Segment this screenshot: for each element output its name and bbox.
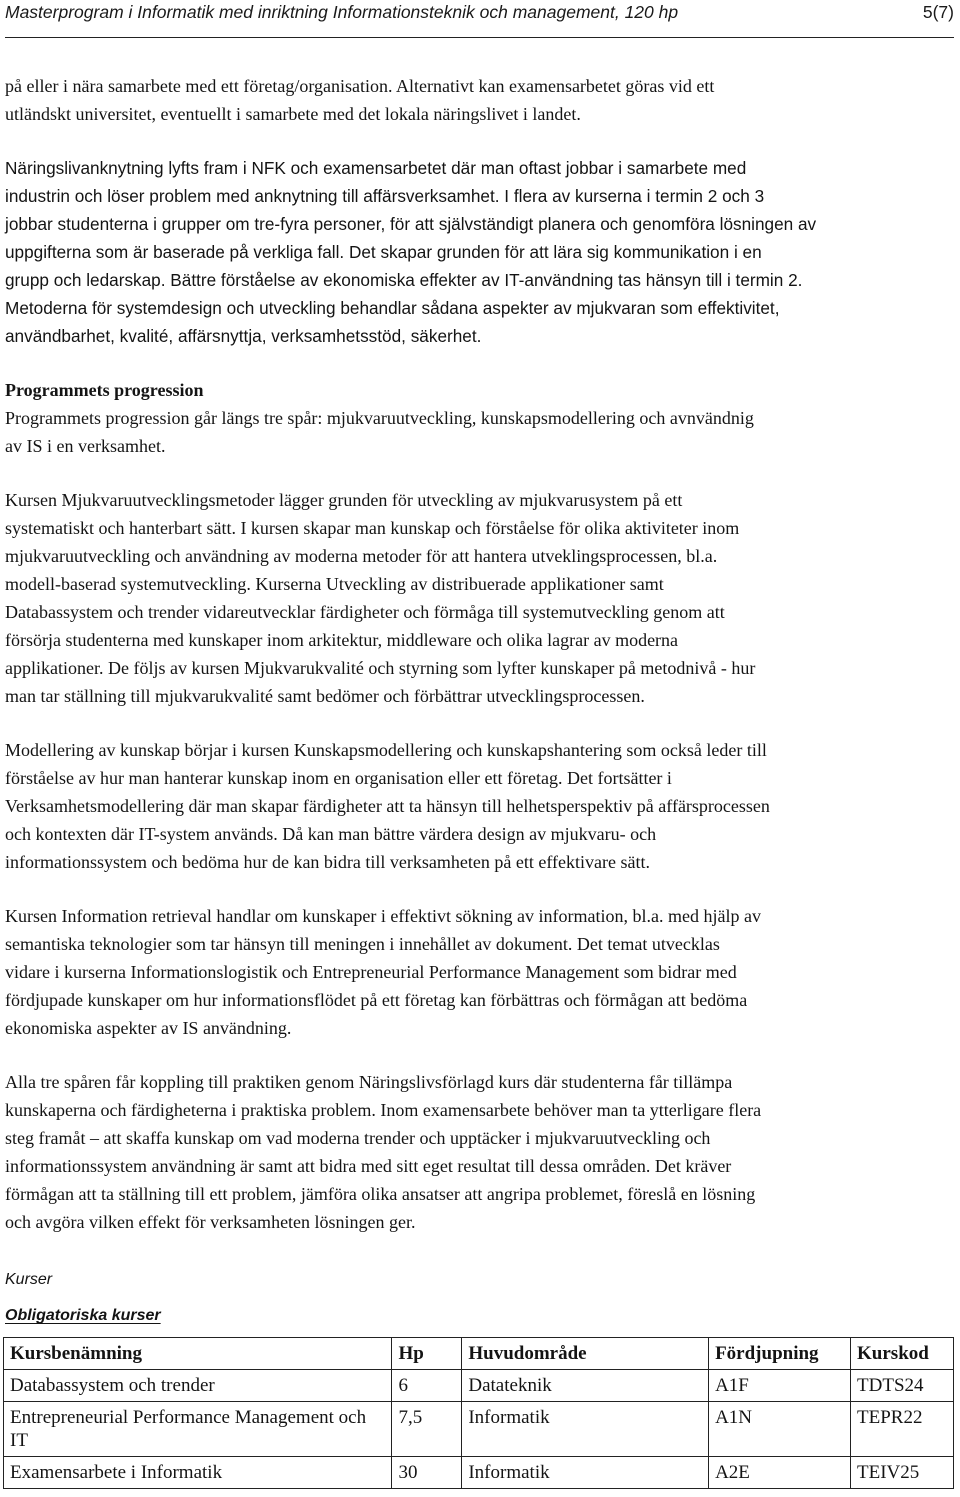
cell-level: A1N bbox=[709, 1402, 851, 1457]
text-line: applikationer. De följs av kursen Mjukvarukvalité och styrning som lyfter kunskaper på metodnivå - hur bbox=[5, 658, 756, 678]
column-header-course-name: Kursbenämning bbox=[4, 1338, 392, 1370]
text-line: ekonomiska aspekter av IS användning. bbox=[5, 1018, 292, 1038]
text-line: kunskaperna och färdigheterna i praktiska problem. Inom examensarbete behöver man ta ytterligare flera bbox=[5, 1100, 762, 1120]
text-line: försörja studenterna med kunskaper inom arkitektur, middleware och olika lagrar av moderna bbox=[5, 630, 679, 650]
text-line: man tar ställning till mjukvarukvalité samt bedömer och förbättrar utvecklingsprocessen. bbox=[5, 686, 645, 706]
paragraph-information-retrieval bbox=[5, 902, 953, 1042]
text-line: informationssystem användning är samt att bidra med sitt eget resultat till dessa områden. Det kräver bbox=[5, 1156, 732, 1176]
text-line: Programmets progression går längs tre spår: mjukvaruutveckling, kunskapsmodellering och avnvändnig bbox=[5, 408, 754, 428]
table-row bbox=[4, 1370, 954, 1402]
cell-level: A2E bbox=[709, 1457, 851, 1489]
document-title: Masterprogram i Informatik med inriktning Informationsteknik och management, 120 hp bbox=[5, 2, 679, 22]
table-row bbox=[4, 1402, 954, 1457]
text-line: på eller i nära samarbete med ett företag/organisation. Alternativt kan examensarbetet göras vid ett bbox=[5, 76, 715, 96]
text-line: grupp och ledarskap. Bättre förståelse av ekonomiska effekter av IT-användning tas hänsyn till i termin 2. bbox=[5, 270, 803, 290]
paragraph-intro bbox=[5, 72, 953, 128]
cell-main-field: Informatik bbox=[462, 1402, 709, 1457]
document-body bbox=[5, 72, 953, 1262]
text-line: jobbar studenterna i grupper om tre-fyra personer, för att självständigt planera och genomföra lösningen av bbox=[5, 214, 817, 234]
cell-credits: 6 bbox=[392, 1370, 462, 1402]
text-line: Kursen Mjukvaruutvecklingsmetoder lägger grunden för utveckling av mjukvarusystem på ett bbox=[5, 490, 683, 510]
column-header-level: Fördjupning bbox=[709, 1338, 851, 1370]
text-line: användbarhet, kvalité, affärsnyttja, verksamhetsstöd, säkerhet. bbox=[5, 326, 482, 346]
column-header-course-code: Kurskod bbox=[851, 1338, 954, 1370]
paragraph-software bbox=[5, 486, 953, 710]
cell-course-name: Databassystem och trender bbox=[4, 1370, 392, 1402]
courses-table bbox=[3, 1337, 954, 1489]
column-header-credits: Hp bbox=[392, 1338, 462, 1370]
text-line: modell-baserad systemutveckling. Kurserna Utveckling av distribuerade applikationer samt bbox=[5, 574, 664, 594]
paragraph-industry bbox=[5, 154, 953, 350]
text-line: förståelse av hur man hanterar kunskap inom en organisation eller ett företag. Det fortsätter i bbox=[5, 768, 672, 788]
cell-credits: 30 bbox=[392, 1457, 462, 1489]
text-line: fördjupade kunskaper om hur informationsflödet på ett företag kan förbättras och förmågan att bedöma bbox=[5, 990, 748, 1010]
text-line: uppgifterna som är baserade på verkliga fall. Det skapar grunden för att lära sig kommunikation i en bbox=[5, 242, 762, 262]
cell-course-code: TEIV25 bbox=[851, 1457, 954, 1489]
text-line: Näringslivanknytning lyfts fram i NFK och examensarbetet där man oftast jobbar i samarbete med bbox=[5, 158, 747, 178]
courses-section-label: Kurser bbox=[5, 1271, 53, 1288]
text-line: utländskt universitet, eventuellt i samarbete med det lokala näringslivet i landet. bbox=[5, 104, 581, 124]
table-header-row bbox=[4, 1338, 954, 1370]
text-line: och kontexten där IT-system används. Då kan man bättre värdera design av mjukvaru- och bbox=[5, 824, 657, 844]
text-line: informationssystem och bedöma hur de kan bidra till verksamheten på ett effektivare sätt. bbox=[5, 852, 650, 872]
cell-course-name: Examensarbete i Informatik bbox=[4, 1457, 392, 1489]
text-line: Kursen Information retrieval handlar om kunskaper i effektivt sökning av information, bl.a. med hjälp av bbox=[5, 906, 761, 926]
paragraph-progression bbox=[5, 376, 953, 460]
paragraph-knowledge bbox=[5, 736, 953, 876]
text-line: förmågan att ta ställning till ett problem, jämföra olika ansatser att angripa problemet, föreslå en lösning bbox=[5, 1184, 756, 1204]
text-line: systematiskt och hanterbart sätt. I kursen skapar man kunskap och förståelse för olika aktiviteter inom bbox=[5, 518, 740, 538]
table-row bbox=[4, 1457, 954, 1489]
mandatory-courses-label: Obligatoriska kurser bbox=[5, 1307, 161, 1324]
text-line: mjukvaruutveckling och användning av moderna metoder för att hantera utveklingsprocessen, bl.a. bbox=[5, 546, 718, 566]
text-line: Verksamhetsmodellering där man skapar färdigheter att ta hänsyn till helhetsperspektiv på affärsprocessen bbox=[5, 796, 770, 816]
text-line: Modellering av kunskap börjar i kursen Kunskapsmodellering och kunskapshantering som också leder till bbox=[5, 740, 767, 760]
cell-main-field: Informatik bbox=[462, 1457, 709, 1489]
text-line: Metoderna för systemdesign och utveckling behandlar sådana aspekter av mjukvaran som effektivitet, bbox=[5, 298, 780, 318]
section-heading: Programmets progression bbox=[5, 380, 204, 400]
header-divider bbox=[5, 37, 954, 38]
text-line: industrin och löser problem med anknytning till affärsverksamhet. I flera av kurserna i termin 2 och 3 bbox=[5, 186, 765, 206]
text-line: semantiska teknologier som tar hänsyn till meningen i innehållet av dokument. Det temat utvecklas bbox=[5, 934, 720, 954]
text-line: och avgöra vilken effekt för verksamheten lösningen ger. bbox=[5, 1212, 416, 1232]
cell-main-field: Datateknik bbox=[462, 1370, 709, 1402]
column-header-main-field: Huvudområde bbox=[462, 1338, 709, 1370]
page-header bbox=[5, 2, 954, 28]
text-line: Alla tre spåren får koppling till praktiken genom Näringslivsförlagd kurs där studenterna får tillämpa bbox=[5, 1072, 733, 1092]
cell-course-code: TEPR22 bbox=[851, 1402, 954, 1457]
paragraph-practice bbox=[5, 1068, 953, 1236]
cell-course-code: TDTS24 bbox=[851, 1370, 954, 1402]
cell-level: A1F bbox=[709, 1370, 851, 1402]
text-line: av IS i en verksamhet. bbox=[5, 436, 166, 456]
text-line: Databassystem och trender vidareutvecklar färdigheter och förmåga till systemutveckling genom att bbox=[5, 602, 725, 622]
text-line: steg framåt – att skaffa kunskap om vad moderna trender och upptäcker i mjukvaruutveckling och bbox=[5, 1128, 711, 1148]
cell-course-name: Entrepreneurial Performance Management och IT bbox=[4, 1402, 392, 1457]
text-line: vidare i kurserna Informationslogistik och Entrepreneurial Performance Management som bidrar med bbox=[5, 962, 737, 982]
page-number: 5(7) bbox=[922, 2, 954, 22]
cell-credits: 7,5 bbox=[392, 1402, 462, 1457]
